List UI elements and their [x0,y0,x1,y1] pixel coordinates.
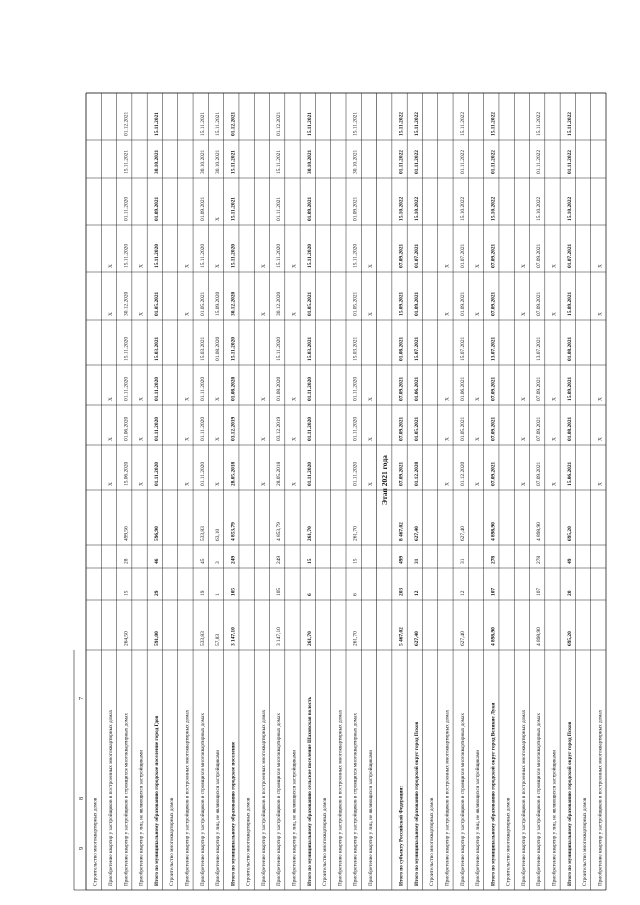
cell-value: 499 [398,555,405,564]
cell-value: 31 [459,558,466,564]
cell-value: 49 [566,558,573,564]
cell-value: 01.11.2021 [276,196,283,221]
row-label: Строительство многоквартирных домов [92,797,99,886]
cell-value: X [368,437,374,441]
cell-value: 15.11.2022 [536,111,543,136]
cell-value: 6 [352,593,359,596]
row-label: Приобретение квартир у застройщиков в построенных многоквартирных домах [260,709,267,886]
cell-value: 15.11.2021 [123,149,130,174]
cell-value: 15.11.2022 [490,112,497,136]
cell-value: 5 467,02 [398,627,405,646]
cell-value: 107 [536,587,543,596]
row-label: Итого по субъекту Российской Федерации: [398,785,405,886]
cell-value: 07.09.2021 [398,376,405,401]
cell-value: 6 [306,593,313,596]
cell-value: X [444,482,451,486]
cell-value: 15.11.2020 [153,244,160,268]
row-number: 9 [79,847,85,850]
row-label: Строительство многоквартирных домов [169,797,176,886]
cell-value: 261,70 [352,631,359,646]
cell-value: 01.05.2021 [199,291,206,316]
cell-value: 01.12.2020 [459,461,466,486]
row-label: Строительство многоквартирных домов [245,797,252,886]
cell-value: 30.12.2020 [230,291,237,316]
cell-value: 07.09.2021 [536,243,543,268]
cell-value: 01.11.2022 [459,149,466,174]
row-label: Приобретение квартир у застройщиков в строящихся многоквартирных домах [352,713,359,886]
cell-value: 107 [490,587,497,596]
cell-value: X [108,482,114,486]
cell-value: 249 [276,555,283,564]
cell-value: 01.11.2020 [199,416,206,441]
row-label: Приобретение квартир у лиц, не являющихся застройщиками [138,750,145,886]
row-label: Приобретение квартир у застройщиков в построенных многоквартирных домах [337,709,344,886]
cell-value: 01.06.2020 [123,416,130,441]
cell-value: 01.11.2020 [352,461,359,486]
cell-value: 01.12.2020 [413,461,420,486]
cell-value: X [215,217,222,221]
cell-value: 15.10.2022 [413,196,420,221]
row-label: Итого по муниципальному образованию городской округ город Псков [413,721,420,886]
cell-value: 15.11.2020 [352,243,359,268]
cell-value: 15.03.2021 [352,336,359,361]
row-label: Приобретение квартир у застройщиков в построенных многоквартирных домах [597,709,604,886]
cell-value: X [215,264,222,268]
row-label: Приобретение квартир у лиц, не являющихся застройщиками [291,750,298,886]
cell-value: 28.05.2018 [276,461,283,486]
cell-value: 13.07.2021 [490,336,497,361]
cell-value: X [551,437,558,441]
cell-value: 15.11.2021 [306,112,313,136]
cell-value: 15.10.2022 [536,196,543,221]
cell-value: 20 [566,590,573,596]
cell-value: 15.07.2021 [459,336,466,361]
cell-value: 3 147,10 [276,627,283,646]
cell-value: 278 [490,555,497,564]
cell-value: 01.11.2020 [199,461,206,486]
cell-value: 249 [230,555,237,564]
stage-title: Этап 2021 года [379,455,389,505]
cell-value: 01.08.2020 [276,376,283,401]
cell-value: 01.11.2020 [153,377,160,401]
cell-value: 07.09.2021 [536,416,543,441]
row-label: Приобретение квартир у застройщиков в строящихся многоквартирных домах [199,713,206,886]
cell-value: 4 898,90 [490,627,497,646]
cell-value: 12 [413,590,420,596]
cell-value: X [368,264,374,268]
cell-value: X [291,437,298,441]
row-label: Строительство многоквартирных домов [429,797,436,886]
cell-value: X [520,437,527,441]
cell-value: 01.11.2022 [413,150,420,174]
row-label: Итого по муниципальному образованию сельское поселение Шаховская волость [306,696,313,886]
cell-value: 30.10.2021 [153,149,160,174]
cell-value: X [597,312,604,316]
cell-value: 15.10.2022 [459,196,466,221]
cell-value: 01.09.2021 [413,291,420,316]
cell-value: X [184,437,191,441]
cell-value: 07.09.2021 [490,291,497,316]
cell-value: 533,83 [199,526,206,541]
row-label: Приобретение квартир у застройщиков в построенных многоквартирных домах [184,709,191,886]
cell-value: 15.11.2020 [276,336,283,361]
cell-value: 261,70 [306,526,313,541]
row-label: Приобретение квартир у застройщиков в построенных многоквартирных домах [520,709,527,886]
cell-value: 03.12.2019 [230,416,237,441]
cell-value: 203 [398,587,405,596]
cell-value: 15.06.2021 [566,461,573,486]
cell-value: 07.09.2021 [536,461,543,486]
cell-value: X [215,482,222,486]
cell-value: X [475,397,482,401]
cell-value: 01.08.2021 [566,336,573,361]
cell-value: 01.11.2022 [536,149,543,174]
cell-value: X [291,397,298,401]
cell-value: 3 147,10 [230,627,237,646]
cell-value: 15.09.2020 [215,291,222,316]
cell-value: 15.11.2022 [566,112,573,136]
cell-value: 13.07.2021 [536,336,543,361]
cell-value: 15.11.2021 [199,111,206,136]
cell-value: X [260,482,267,486]
cell-value: 15.11.2020 [230,244,237,268]
cell-value: 12 [459,590,466,596]
cell-value: 15.10.2022 [490,196,497,221]
cell-value: 15.11.2021 [215,111,222,136]
row-label: Строительство многоквартирных домов [322,797,329,886]
cell-value: 01.11.2020 [123,376,130,401]
cell-value: 4 898,90 [536,522,543,541]
cell-value: 07.09.2021 [398,243,405,268]
cell-value: 105 [230,587,237,596]
cell-value: 01.06.2021 [459,376,466,401]
cell-value: 15.11.2020 [230,337,237,361]
cell-value: X [597,437,604,441]
cell-value: 15.11.2020 [123,243,130,268]
cell-value: 15.11.2021 [352,111,359,136]
cell-value: 01.08.2021 [398,336,405,361]
cell-value: 30.10.2021 [306,149,313,174]
cell-value: 15.11.2021 [276,149,283,174]
cell-value: 01.11.2022 [566,150,573,174]
cell-value: 105 [276,587,283,596]
cell-value: X [520,397,527,401]
cell-value: 15.09.2021 [566,376,573,401]
cell-value: X [108,437,114,441]
cell-value: 01.12.2021 [123,111,130,136]
row-label: Строительство многоквартирных домов [582,797,589,886]
cell-value: 264,50 [123,631,130,646]
row-label: Приобретение квартир у застройщиков в построенных многоквартирных домах [444,709,451,886]
cell-value: X [260,312,267,316]
row-label: Приобретение квартир у лиц, не являющихся застройщиками [215,750,222,886]
cell-value: 01.09.2021 [459,291,466,316]
cell-value: 07.09.2021 [490,243,497,268]
cell-value: X [215,437,222,441]
cell-value: X [138,397,145,401]
cell-value: 15.11.2022 [459,111,466,136]
cell-value: X [108,397,114,401]
cell-value: X [475,437,482,441]
cell-value: 15.11.2021 [153,112,160,136]
cell-value: 01.11.2020 [153,462,160,486]
cell-value: 01.07.2021 [413,243,420,268]
cell-value: X [184,482,191,486]
cell-value: 01.08.2021 [566,416,573,441]
cell-value: 01.06.2021 [413,376,420,401]
row-label: Приобретение квартир у застройщиков в строящихся многоквартирных домах [536,713,543,886]
cell-value: 30.12.2020 [276,291,283,316]
cell-value: X [108,264,114,268]
cell-value: X [475,312,482,316]
cell-value: 3 [215,561,222,564]
cell-value: 28 [123,558,130,564]
cell-value: 45 [199,558,206,564]
cell-value: 15.11.2020 [306,244,313,268]
cell-value: 15.11.2020 [199,243,206,268]
cell-value: 596,90 [153,526,160,541]
cell-value: 01.11.2020 [352,416,359,441]
cell-value: X [444,437,451,441]
cell-value: 01.11.2020 [306,417,313,441]
cell-value: 4 898,90 [536,627,543,646]
cell-value: 01.07.2021 [459,243,466,268]
cell-value: 1 [215,593,222,596]
cell-value: X [551,397,558,401]
cell-value: 4 853,79 [230,522,237,541]
cell-value: X [551,264,558,268]
cell-value: 30.10.2021 [199,149,206,174]
cell-value: 15.09.2021 [398,291,405,316]
cell-value: X [597,397,604,401]
cell-value: 29 [153,590,160,596]
cell-value: X [520,482,527,486]
row-label: Итого по муниципальному образованию городской округ город Великие Луки [490,702,497,886]
row-label: Приобретение квартир у застройщиков в построенных многоквартирных домах [108,709,114,886]
cell-value: X [597,264,604,268]
cell-value: 499,56 [123,526,130,541]
cell-value: 261,70 [306,631,313,646]
cell-value: X [551,312,558,316]
cell-value: X [475,482,482,486]
cell-value: 01.09.2021 [199,196,206,221]
cell-value: X [291,482,298,486]
cell-value: 01.11.2022 [490,150,497,174]
cell-value: 19 [199,590,206,596]
cell-value: X [444,397,451,401]
row-label: Приобретение квартир у застройщиков в строящихся многоквартирных домах [276,713,283,886]
cell-value: X [215,397,222,401]
cell-value: 07.09.2021 [536,376,543,401]
cell-value: 57,83 [215,633,222,646]
cell-value: 627,40 [459,526,466,541]
cell-value: 627,40 [459,631,466,646]
cell-value: 01.11.2020 [153,417,160,441]
row-label: Приобретение квартир у лиц, не являющихся застройщиками [368,750,374,886]
cell-value: 15 [306,558,313,564]
row-number: 7 [79,697,85,700]
cell-value: 4 898,90 [490,522,497,541]
row-label: Приобретение квартир у лиц, не являющихся застройщиками [551,750,558,886]
cell-value: X [475,264,482,268]
cell-value: 15.11.2020 [123,336,130,361]
cell-value: 15.11.2021 [230,197,237,221]
cell-value: 01.09.2021 [352,196,359,221]
row-label: Приобретение квартир у застройщиков в строящихся многоквартирных домах [123,713,130,886]
cell-value: 01.05.2021 [413,416,420,441]
cell-value: X [138,437,145,441]
cell-value: X [368,312,374,316]
cell-value: X [138,312,145,316]
cell-value: 01.11.2020 [123,196,130,221]
cell-value: 01.11.2022 [398,150,405,174]
cell-value: 533,83 [199,631,206,646]
cell-value: 01.11.2020 [306,377,313,401]
cell-value: 15 [123,590,130,596]
cell-value: X [184,264,191,268]
cell-value: X [444,312,451,316]
cell-value: 01.07.2021 [566,243,573,268]
row-number: 8 [79,797,85,800]
cell-value: 15.03.2021 [306,336,313,361]
cell-value: X [260,264,267,268]
row-label: Строительство многоквартирных домов [505,797,512,886]
cell-value: 15.11.2022 [413,112,420,136]
cell-value: 07.09.2021 [536,291,543,316]
cell-value: 30.10.2021 [215,149,222,174]
cell-value: X [260,437,267,441]
cell-value: 01.11.2020 [352,376,359,401]
cell-value: 01.12.2021 [276,111,283,136]
cell-value: X [551,482,558,486]
cell-value: 46 [153,558,160,564]
cell-value: X [368,397,374,401]
cell-value: 278 [536,555,543,564]
cell-value: 01.08.2020 [230,376,237,401]
cell-value: 01.12.2021 [230,111,237,136]
cell-value: X [138,482,145,486]
cell-value: 07.09.2021 [490,416,497,441]
cell-value: X [597,482,604,486]
cell-value: 01.05.2021 [153,291,160,316]
cell-value: 01.09.2021 [306,196,313,221]
cell-value: X [184,312,191,316]
row-label: Приобретение квартир у застройщиков в строящихся многоквартирных домах [459,713,466,886]
cell-value: X [291,264,298,268]
cell-value: X [260,397,267,401]
cell-value: 15.11.2022 [398,112,405,136]
row-label: Итого по муниципальному образованию городское поселение [230,741,237,886]
cell-value: X [138,264,145,268]
cell-value: 01.05.2021 [352,291,359,316]
cell-value: 01.05.2021 [306,291,313,316]
cell-value: 07.09.2021 [398,416,405,441]
cell-value: 28.05.2018 [230,461,237,486]
cell-value: 695,20 [566,526,573,541]
cell-value: 627,40 [413,526,420,541]
cell-value: 03.12.2019 [276,416,283,441]
cell-value: X [444,264,451,268]
cell-value: 15 [352,558,359,564]
cell-value: 07.09.2021 [398,461,405,486]
cell-value: 07.09.2021 [490,376,497,401]
cell-value: X [108,312,114,316]
cell-value: X [291,312,298,316]
cell-value: 01.05.2021 [459,416,466,441]
cell-value: 15.10.2022 [398,196,405,221]
cell-value: 07.09.2021 [490,461,497,486]
cell-value: X [520,264,527,268]
cell-value: 01.08.2020 [215,336,222,361]
cell-value: 15.10.2022 [566,196,573,221]
cell-value: 695,20 [566,631,573,646]
cell-value: 4 853,79 [276,522,283,541]
cell-value: 31 [413,558,420,564]
row-label: Итого по муниципальному образованию городской округ город Псков [566,721,573,886]
cell-value: 01.09.2021 [153,196,160,221]
row-label: Итого по муниципальному образованию городское поселение город Гдов [153,715,160,886]
cell-value: X [520,312,527,316]
cell-value: 591,00 [153,631,160,646]
cell-value: 627,40 [413,631,420,646]
cell-value: 15.09.2021 [566,291,573,316]
cell-value: 15.06.2020 [123,461,130,486]
cell-value: X [368,482,374,486]
cell-value: 15.03.2021 [199,336,206,361]
cell-value: 15.11.2020 [276,243,283,268]
row-label: Приобретение квартир у лиц, не являющихся застройщиками [475,750,482,886]
cell-value: 15.03.2021 [153,336,160,361]
cell-value: 15.07.2021 [413,336,420,361]
cell-value: X [184,397,191,401]
cell-value: 261,70 [352,526,359,541]
cell-value: 01.11.2020 [199,376,206,401]
cell-value: 30.10.2021 [352,149,359,174]
cell-value: 30.12.2020 [123,291,130,316]
cell-value: 63,10 [215,528,222,541]
cell-value: 01.11.2020 [306,462,313,486]
cell-value: 8 467,02 [398,522,405,541]
cell-value: 15.11.2021 [230,150,237,174]
